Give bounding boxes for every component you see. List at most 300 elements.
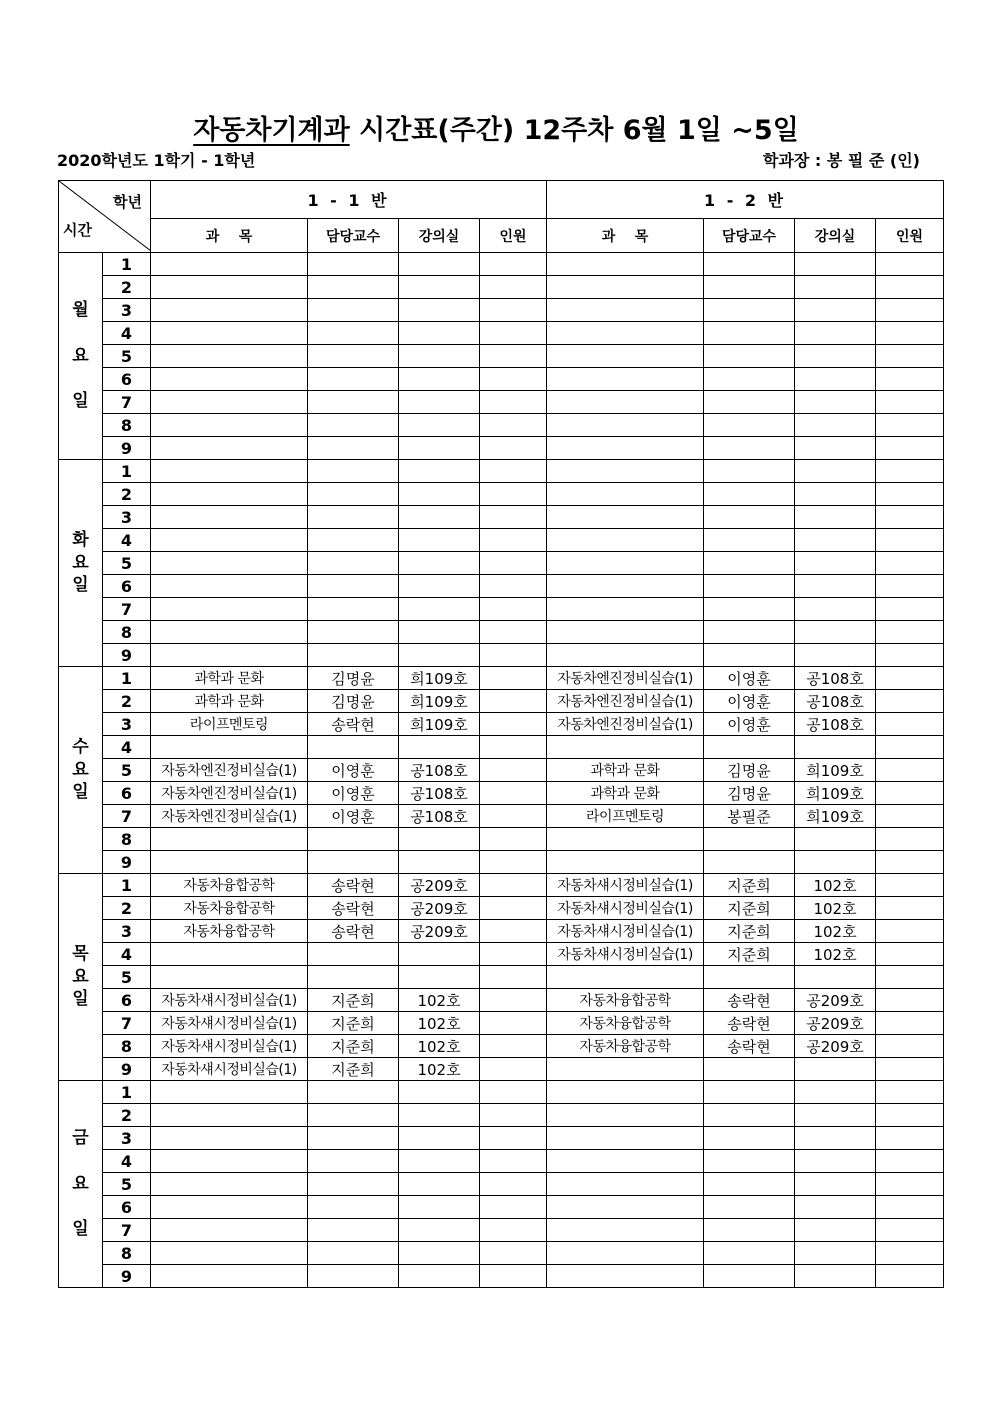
cell-professor: 이영훈 bbox=[308, 805, 399, 828]
cell-count bbox=[876, 529, 944, 552]
cell-count bbox=[480, 897, 547, 920]
cell-professor bbox=[308, 276, 399, 299]
cell-subject: 자동차융합공학 bbox=[151, 874, 308, 897]
cell-count bbox=[876, 1196, 944, 1219]
cell-count bbox=[876, 690, 944, 713]
cell-professor bbox=[704, 414, 795, 437]
cell-subject bbox=[547, 1081, 704, 1104]
cell-subject: 자동차섀시정비실습(1) bbox=[547, 897, 704, 920]
cell-classroom bbox=[399, 1219, 480, 1242]
cell-professor bbox=[308, 1104, 399, 1127]
cell-classroom bbox=[795, 1173, 876, 1196]
cell-subject bbox=[547, 552, 704, 575]
cell-subject bbox=[151, 1242, 308, 1265]
cell-classroom bbox=[795, 1104, 876, 1127]
cell-classroom bbox=[399, 414, 480, 437]
cell-count bbox=[480, 460, 547, 483]
cell-classroom: 102호 bbox=[399, 1058, 480, 1081]
table-row bbox=[59, 713, 944, 736]
cell-professor: 지준희 bbox=[308, 1012, 399, 1035]
col-header-classroom-1: 강의실 bbox=[399, 219, 480, 253]
cell-professor bbox=[308, 391, 399, 414]
cell-classroom: 102호 bbox=[795, 920, 876, 943]
table-row bbox=[59, 460, 944, 483]
table-row bbox=[59, 1081, 944, 1104]
cell-classroom bbox=[399, 1150, 480, 1173]
cell-count bbox=[480, 253, 547, 276]
col-header-professor-1: 담당교수 bbox=[308, 219, 399, 253]
cell-count bbox=[876, 667, 944, 690]
cell-subject: 자동차엔진정비실습(1) bbox=[547, 667, 704, 690]
cell-classroom: 희109호 bbox=[795, 759, 876, 782]
class-1-1-header: 1 - 1 반 bbox=[151, 181, 547, 219]
cell-count bbox=[480, 529, 547, 552]
cell-subject bbox=[547, 414, 704, 437]
cell-count bbox=[876, 575, 944, 598]
period-number: 7 bbox=[103, 391, 151, 414]
period-number: 1 bbox=[103, 667, 151, 690]
cell-classroom: 공209호 bbox=[399, 874, 480, 897]
cell-professor bbox=[308, 1081, 399, 1104]
cell-subject: 자동차섀시정비실습(1) bbox=[151, 989, 308, 1012]
cell-professor bbox=[704, 483, 795, 506]
cell-classroom bbox=[399, 1173, 480, 1196]
cell-professor bbox=[704, 1196, 795, 1219]
cell-subject bbox=[151, 575, 308, 598]
cell-professor bbox=[704, 1104, 795, 1127]
cell-count bbox=[480, 943, 547, 966]
cell-subject bbox=[151, 529, 308, 552]
period-number: 5 bbox=[103, 345, 151, 368]
corner-grade-label: 학년 bbox=[113, 193, 142, 211]
period-number: 6 bbox=[103, 1196, 151, 1219]
period-number: 7 bbox=[103, 805, 151, 828]
cell-count bbox=[480, 575, 547, 598]
cell-professor: 이영훈 bbox=[704, 713, 795, 736]
period-number: 8 bbox=[103, 414, 151, 437]
cell-count bbox=[480, 552, 547, 575]
table-row bbox=[59, 989, 944, 1012]
cell-classroom: 희109호 bbox=[795, 805, 876, 828]
cell-professor: 지준희 bbox=[308, 1058, 399, 1081]
cell-count bbox=[876, 920, 944, 943]
table-row bbox=[59, 529, 944, 552]
cell-professor bbox=[704, 736, 795, 759]
cell-count bbox=[480, 1012, 547, 1035]
period-number: 9 bbox=[103, 851, 151, 874]
cell-professor: 지준희 bbox=[308, 989, 399, 1012]
cell-classroom bbox=[399, 368, 480, 391]
cell-professor: 이영훈 bbox=[308, 782, 399, 805]
cell-count bbox=[480, 989, 547, 1012]
cell-classroom bbox=[399, 483, 480, 506]
day-label: 목 요 일 bbox=[59, 874, 103, 1081]
cell-classroom: 102호 bbox=[399, 1035, 480, 1058]
cell-count bbox=[876, 299, 944, 322]
period-number: 4 bbox=[103, 529, 151, 552]
cell-professor bbox=[704, 1173, 795, 1196]
cell-subject bbox=[547, 345, 704, 368]
cell-professor bbox=[308, 943, 399, 966]
cell-count bbox=[480, 966, 547, 989]
col-header-count-2: 인원 bbox=[876, 219, 944, 253]
cell-subject bbox=[547, 529, 704, 552]
cell-subject bbox=[547, 437, 704, 460]
cell-classroom bbox=[795, 736, 876, 759]
cell-professor bbox=[308, 1127, 399, 1150]
cell-subject bbox=[547, 1058, 704, 1081]
period-number: 5 bbox=[103, 552, 151, 575]
cell-subject: 자동차엔진정비실습(1) bbox=[151, 759, 308, 782]
cell-professor bbox=[308, 644, 399, 667]
cell-count bbox=[876, 506, 944, 529]
cell-subject: 과학과 문화 bbox=[151, 667, 308, 690]
cell-count bbox=[876, 713, 944, 736]
cell-subject bbox=[547, 253, 704, 276]
cell-professor: 송락현 bbox=[704, 1035, 795, 1058]
cell-count bbox=[480, 851, 547, 874]
cell-classroom bbox=[795, 598, 876, 621]
day-label: 수 요 일 bbox=[59, 667, 103, 874]
cell-classroom bbox=[795, 644, 876, 667]
cell-classroom bbox=[795, 345, 876, 368]
cell-professor bbox=[308, 460, 399, 483]
period-number: 3 bbox=[103, 506, 151, 529]
cell-professor bbox=[704, 1081, 795, 1104]
cell-subject: 자동차융합공학 bbox=[547, 1012, 704, 1035]
cell-professor: 이영훈 bbox=[704, 690, 795, 713]
cell-classroom: 102호 bbox=[795, 874, 876, 897]
period-number: 1 bbox=[103, 253, 151, 276]
page-title bbox=[0, 108, 992, 147]
cell-count bbox=[480, 1265, 547, 1288]
cell-count bbox=[876, 874, 944, 897]
cell-professor bbox=[308, 736, 399, 759]
table-row bbox=[59, 966, 944, 989]
cell-classroom bbox=[399, 736, 480, 759]
col-header-subject-1: 과 목 bbox=[151, 219, 308, 253]
cell-professor bbox=[704, 437, 795, 460]
cell-professor: 김명윤 bbox=[308, 690, 399, 713]
period-number: 9 bbox=[103, 644, 151, 667]
table-row bbox=[59, 598, 944, 621]
cell-professor bbox=[308, 1173, 399, 1196]
cell-professor: 송락현 bbox=[704, 989, 795, 1012]
cell-subject bbox=[547, 299, 704, 322]
cell-subject bbox=[151, 828, 308, 851]
cell-subject: 자동차엔진정비실습(1) bbox=[151, 782, 308, 805]
cell-subject bbox=[151, 1104, 308, 1127]
corner-time-label: 시간 bbox=[63, 221, 92, 239]
table-row bbox=[59, 920, 944, 943]
cell-count bbox=[876, 897, 944, 920]
cell-count bbox=[480, 1081, 547, 1104]
cell-professor: 지준희 bbox=[704, 897, 795, 920]
cell-professor bbox=[704, 1242, 795, 1265]
period-number: 3 bbox=[103, 920, 151, 943]
cell-subject bbox=[151, 1081, 308, 1104]
cell-classroom bbox=[795, 414, 876, 437]
period-number: 4 bbox=[103, 1150, 151, 1173]
table-row bbox=[59, 1150, 944, 1173]
cell-count bbox=[480, 690, 547, 713]
cell-classroom: 102호 bbox=[795, 943, 876, 966]
table-row bbox=[59, 322, 944, 345]
table-row bbox=[59, 828, 944, 851]
cell-subject: 과학과 문화 bbox=[547, 759, 704, 782]
title-rest: 시간표(주간) 12주차 6월 1일 ~5일 bbox=[349, 115, 799, 146]
cell-professor bbox=[704, 391, 795, 414]
period-number: 5 bbox=[103, 966, 151, 989]
cell-professor bbox=[308, 1150, 399, 1173]
cell-classroom: 공209호 bbox=[795, 989, 876, 1012]
cell-classroom bbox=[795, 1196, 876, 1219]
table-row bbox=[59, 897, 944, 920]
cell-subject: 라이프멘토링 bbox=[547, 805, 704, 828]
cell-count bbox=[876, 828, 944, 851]
table-row bbox=[59, 782, 944, 805]
cell-classroom bbox=[795, 299, 876, 322]
cell-professor bbox=[704, 368, 795, 391]
cell-subject bbox=[547, 483, 704, 506]
cell-count bbox=[480, 759, 547, 782]
cell-professor: 김명윤 bbox=[704, 782, 795, 805]
cell-classroom: 공108호 bbox=[795, 713, 876, 736]
table-row bbox=[59, 1104, 944, 1127]
cell-professor bbox=[308, 299, 399, 322]
corner-header bbox=[59, 181, 151, 253]
cell-classroom bbox=[399, 1127, 480, 1150]
cell-subject bbox=[151, 851, 308, 874]
cell-subject bbox=[547, 1219, 704, 1242]
cell-count bbox=[876, 966, 944, 989]
cell-subject bbox=[151, 644, 308, 667]
cell-count bbox=[876, 460, 944, 483]
cell-classroom bbox=[795, 253, 876, 276]
cell-professor bbox=[308, 1242, 399, 1265]
cell-professor bbox=[308, 345, 399, 368]
cell-professor bbox=[308, 1196, 399, 1219]
cell-subject bbox=[547, 391, 704, 414]
cell-subject: 과학과 문화 bbox=[547, 782, 704, 805]
cell-classroom bbox=[399, 552, 480, 575]
table-row bbox=[59, 759, 944, 782]
period-number: 8 bbox=[103, 621, 151, 644]
table-row bbox=[59, 943, 944, 966]
cell-subject: 라이프멘토링 bbox=[151, 713, 308, 736]
cell-classroom bbox=[399, 1265, 480, 1288]
table-row bbox=[59, 805, 944, 828]
col-header-classroom-2: 강의실 bbox=[795, 219, 876, 253]
department-head-label: 학과장 : 봉 필 준 (인) bbox=[762, 151, 920, 170]
cell-classroom: 희109호 bbox=[399, 713, 480, 736]
table-row bbox=[59, 667, 944, 690]
cell-classroom bbox=[795, 575, 876, 598]
cell-subject bbox=[547, 1104, 704, 1127]
cell-count bbox=[480, 414, 547, 437]
cell-classroom bbox=[399, 1104, 480, 1127]
cell-count bbox=[480, 1127, 547, 1150]
period-number: 1 bbox=[103, 874, 151, 897]
table-row bbox=[59, 1035, 944, 1058]
cell-classroom bbox=[399, 460, 480, 483]
period-number: 9 bbox=[103, 437, 151, 460]
cell-professor bbox=[308, 437, 399, 460]
cell-classroom bbox=[795, 368, 876, 391]
cell-classroom bbox=[795, 1219, 876, 1242]
cell-count bbox=[876, 1058, 944, 1081]
cell-professor bbox=[308, 322, 399, 345]
cell-subject: 자동차섀시정비실습(1) bbox=[151, 1058, 308, 1081]
cell-classroom: 희109호 bbox=[399, 667, 480, 690]
cell-count bbox=[480, 874, 547, 897]
cell-count bbox=[876, 437, 944, 460]
cell-classroom: 공209호 bbox=[399, 920, 480, 943]
cell-subject bbox=[547, 322, 704, 345]
cell-subject: 자동차엔진정비실습(1) bbox=[547, 690, 704, 713]
cell-count bbox=[480, 1219, 547, 1242]
day-label: 월 요 일 bbox=[59, 253, 103, 460]
cell-classroom: 102호 bbox=[795, 897, 876, 920]
cell-subject bbox=[547, 276, 704, 299]
cell-count bbox=[876, 1265, 944, 1288]
period-number: 2 bbox=[103, 1104, 151, 1127]
cell-subject bbox=[547, 460, 704, 483]
cell-subject bbox=[547, 621, 704, 644]
table-row bbox=[59, 1058, 944, 1081]
cell-professor bbox=[704, 1058, 795, 1081]
period-number: 7 bbox=[103, 1219, 151, 1242]
cell-count bbox=[480, 828, 547, 851]
cell-professor bbox=[308, 506, 399, 529]
cell-subject bbox=[151, 276, 308, 299]
cell-subject bbox=[151, 966, 308, 989]
cell-count bbox=[480, 1173, 547, 1196]
cell-professor bbox=[308, 575, 399, 598]
cell-classroom bbox=[399, 437, 480, 460]
cell-subject bbox=[151, 460, 308, 483]
cell-classroom: 공108호 bbox=[399, 759, 480, 782]
cell-subject bbox=[151, 506, 308, 529]
cell-count bbox=[480, 920, 547, 943]
cell-subject bbox=[547, 644, 704, 667]
cell-subject bbox=[547, 736, 704, 759]
cell-count bbox=[480, 483, 547, 506]
cell-classroom bbox=[795, 322, 876, 345]
cell-count bbox=[876, 552, 944, 575]
cell-classroom bbox=[399, 621, 480, 644]
table-row bbox=[59, 414, 944, 437]
period-number: 7 bbox=[103, 1012, 151, 1035]
cell-professor bbox=[704, 966, 795, 989]
cell-classroom bbox=[399, 391, 480, 414]
cell-professor: 김명윤 bbox=[308, 667, 399, 690]
cell-professor bbox=[704, 598, 795, 621]
table-row bbox=[59, 345, 944, 368]
cell-classroom bbox=[795, 529, 876, 552]
table-row bbox=[59, 644, 944, 667]
cell-count bbox=[480, 621, 547, 644]
cell-classroom bbox=[795, 1150, 876, 1173]
cell-subject bbox=[151, 1219, 308, 1242]
cell-count bbox=[876, 322, 944, 345]
cell-classroom bbox=[399, 1242, 480, 1265]
cell-subject bbox=[151, 1150, 308, 1173]
cell-count bbox=[876, 345, 944, 368]
cell-classroom bbox=[795, 1058, 876, 1081]
cell-classroom bbox=[795, 460, 876, 483]
cell-subject: 자동차융합공학 bbox=[151, 920, 308, 943]
cell-subject bbox=[547, 1196, 704, 1219]
cell-classroom bbox=[399, 345, 480, 368]
cell-subject bbox=[151, 483, 308, 506]
cell-professor bbox=[704, 506, 795, 529]
table-row bbox=[59, 391, 944, 414]
cell-classroom bbox=[399, 598, 480, 621]
title-dept: 자동차기계과 bbox=[193, 115, 350, 146]
cell-classroom bbox=[399, 828, 480, 851]
table-row bbox=[59, 851, 944, 874]
period-number: 6 bbox=[103, 575, 151, 598]
cell-classroom bbox=[399, 253, 480, 276]
cell-count bbox=[876, 483, 944, 506]
cell-classroom: 희109호 bbox=[795, 782, 876, 805]
cell-count bbox=[876, 759, 944, 782]
cell-classroom bbox=[399, 276, 480, 299]
cell-classroom: 공108호 bbox=[399, 782, 480, 805]
cell-classroom: 공108호 bbox=[399, 805, 480, 828]
cell-professor bbox=[704, 322, 795, 345]
cell-professor bbox=[308, 621, 399, 644]
cell-subject bbox=[151, 299, 308, 322]
cell-classroom bbox=[399, 299, 480, 322]
period-number: 3 bbox=[103, 299, 151, 322]
cell-subject bbox=[547, 966, 704, 989]
period-number: 5 bbox=[103, 759, 151, 782]
cell-professor: 이영훈 bbox=[704, 667, 795, 690]
table-row bbox=[59, 483, 944, 506]
cell-classroom: 공209호 bbox=[795, 1035, 876, 1058]
cell-professor bbox=[704, 529, 795, 552]
cell-classroom bbox=[795, 552, 876, 575]
cell-professor bbox=[704, 345, 795, 368]
cell-subject bbox=[151, 1265, 308, 1288]
cell-subject bbox=[547, 575, 704, 598]
cell-subject bbox=[151, 598, 308, 621]
table-row bbox=[59, 437, 944, 460]
class-1-2-header: 1 - 2 반 bbox=[547, 181, 944, 219]
cell-classroom bbox=[795, 506, 876, 529]
cell-professor bbox=[308, 851, 399, 874]
cell-count bbox=[876, 414, 944, 437]
cell-subject bbox=[151, 1196, 308, 1219]
cell-classroom: 102호 bbox=[399, 989, 480, 1012]
cell-subject: 자동차엔진정비실습(1) bbox=[547, 713, 704, 736]
cell-professor bbox=[704, 552, 795, 575]
cell-professor: 지준희 bbox=[308, 1035, 399, 1058]
table-row bbox=[59, 690, 944, 713]
cell-professor bbox=[704, 644, 795, 667]
cell-professor: 지준희 bbox=[704, 920, 795, 943]
cell-count bbox=[876, 368, 944, 391]
cell-subject: 자동차섀시정비실습(1) bbox=[547, 943, 704, 966]
cell-subject bbox=[151, 253, 308, 276]
cell-classroom bbox=[795, 1242, 876, 1265]
table-row bbox=[59, 1219, 944, 1242]
cell-subject bbox=[151, 1173, 308, 1196]
period-number: 4 bbox=[103, 736, 151, 759]
cell-count bbox=[876, 1104, 944, 1127]
